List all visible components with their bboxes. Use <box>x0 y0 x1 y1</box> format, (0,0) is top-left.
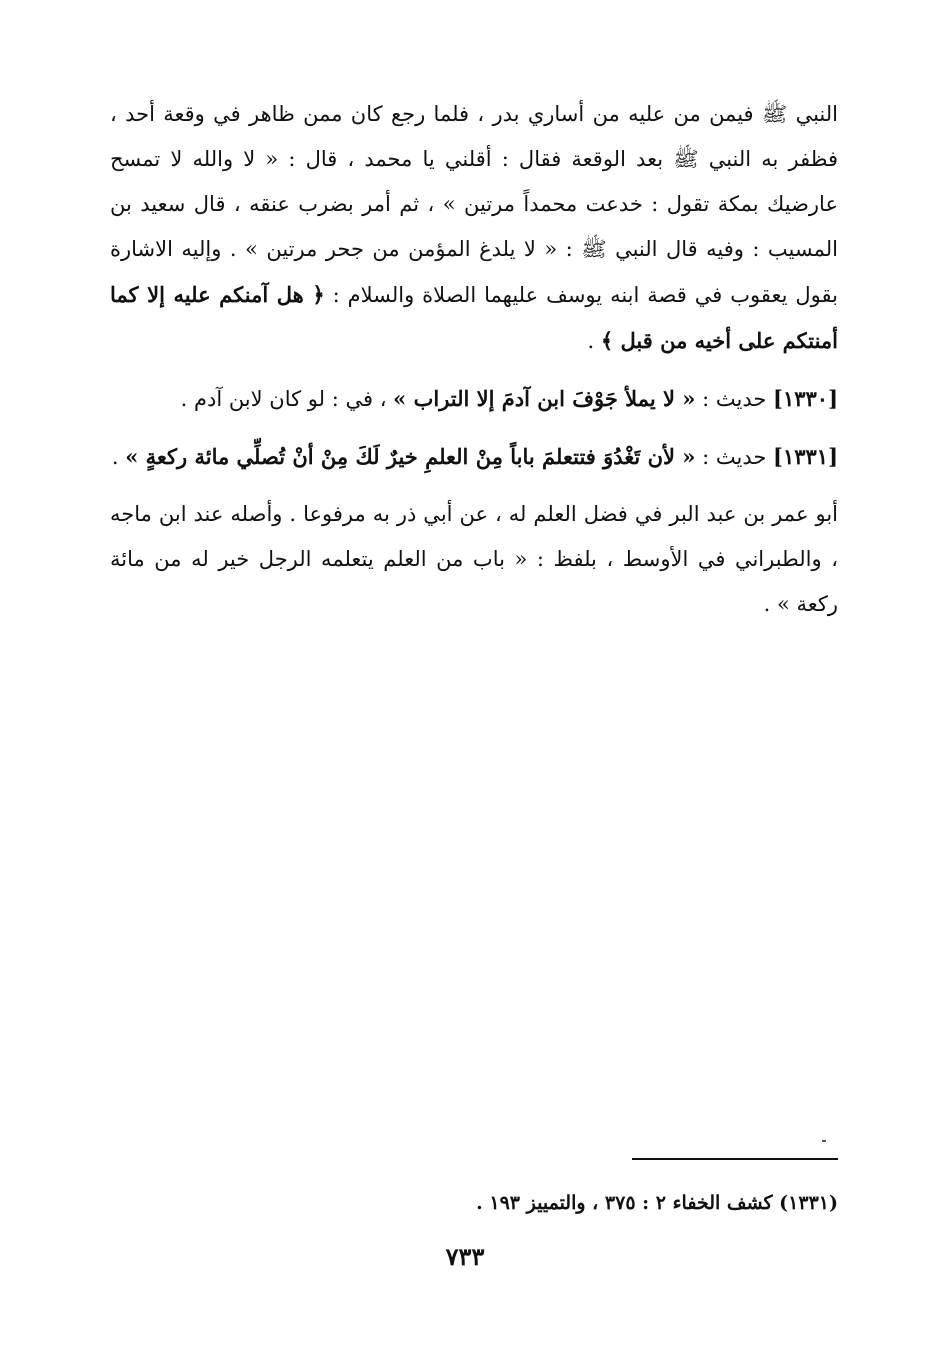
paragraph-1-text: النبي ﷺ فيمن من عليه من أساري بدر ، فلما رجع كان ممن ظاهر في وقعة أحد ، فظفر به النبي ﷺ بعد الوقعة فقال : أقلني يا محمد ، قال : « لا والله لا تمسح عارضيك بمكة تقول : خدعت محمداً مرتين » ، ثم أمر بضرب عنقه ، قال سعيد بن المسيب : وفيه قال النبي ﷺ : « لا يلدغ المؤمن من جحر مرتين » . وإليه الاشارة بقول يعقوب في قصة ابنه يوسف عليهما الصلاة والسلام : <box>110 102 838 307</box>
main-text <box>110 92 838 639</box>
paragraph-3-end: . <box>111 445 126 469</box>
paragraph-4 <box>110 492 838 627</box>
footnote: (١٣٣١) كشف الخفاء ٢ : ٣٧٥ ، والتمييز ١٩٣ . <box>476 1192 838 1214</box>
paragraph-2 <box>110 376 838 422</box>
hadith-text-1330: « لا يملأ جَوْفَ ابن آدمَ إلا التراب » <box>393 386 696 411</box>
paragraph-4-text: أبو عمر بن عبد البر في فضل العلم له ، عن أبي ذر به مرفوعا . وأصله عند ابن ماجه ، والطبراني في الأوسط ، بلفظ : « باب من العلم يتعلمه الرجل خير له من مائة ركعة » . <box>110 502 838 616</box>
hadith-number-1331: [١٣٣١] <box>773 444 838 469</box>
paragraph-1 <box>110 92 838 364</box>
paragraph-1-end: . <box>587 329 601 353</box>
paragraph-2-rest: ، في : لو كان لابن آدم . <box>180 387 394 411</box>
rule-tick <box>822 1140 826 1142</box>
quran-verse: ﴿ هل آمنكم عليه إلا كما أمنتكم على أخيه من قبل ﴾ <box>110 282 838 353</box>
footnote-divider <box>632 1158 838 1160</box>
hadith-number-1330: [١٣٣٠] <box>773 386 838 411</box>
page-number: ٧٣٣ <box>445 1242 485 1271</box>
hadith-label: حديث : <box>695 387 773 411</box>
paragraph-3 <box>110 434 838 480</box>
hadith-text-1331: « لأن تَغْدُوَ فتتعلمَ باباً مِنْ العلمِ خيرٌ لَكَ مِنْ أنْ تُصلِّي مائة ركعةٍ » <box>125 444 696 469</box>
hadith-label: حديث : <box>695 445 773 469</box>
